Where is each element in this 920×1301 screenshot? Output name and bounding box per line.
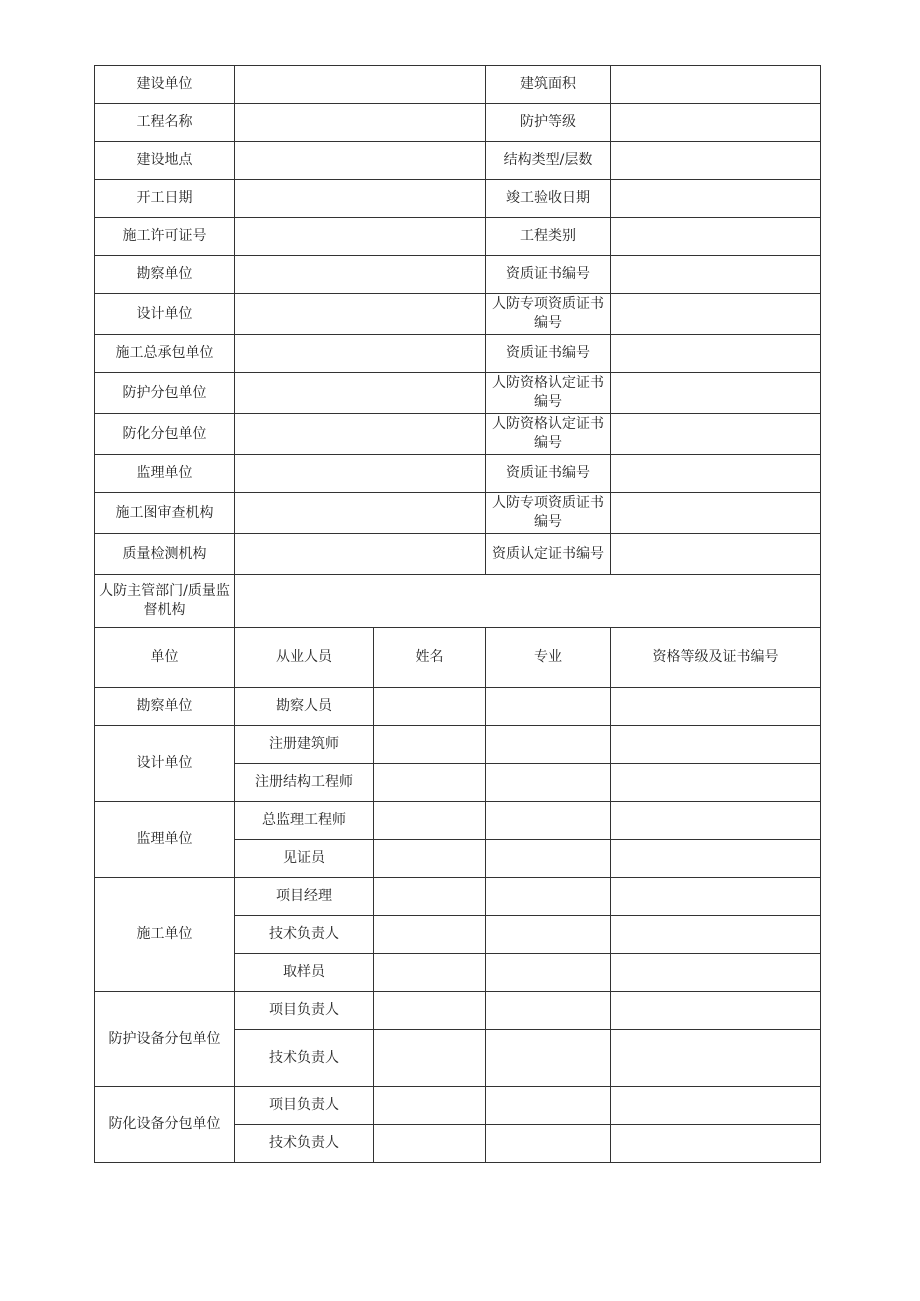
label-chemical-cert-number: 人防资格认定证书编号 bbox=[486, 414, 611, 455]
personnel-unit: 监理单位 bbox=[95, 802, 235, 878]
value-general-contractor[interactable] bbox=[235, 335, 486, 373]
label-protection-subcontractor: 防护分包单位 bbox=[95, 373, 235, 414]
value-chemical-cert-number[interactable] bbox=[611, 414, 821, 455]
value-review-cert-number[interactable] bbox=[611, 493, 821, 534]
label-structure-type: 结构类型/层数 bbox=[486, 142, 611, 180]
info-row bbox=[95, 373, 821, 414]
value-contractor-cert-number[interactable] bbox=[611, 335, 821, 373]
cert-cell[interactable] bbox=[611, 992, 821, 1030]
cert-cell[interactable] bbox=[611, 1125, 821, 1163]
label-construction-unit: 建设单位 bbox=[95, 66, 235, 104]
name-cell[interactable] bbox=[374, 992, 486, 1030]
value-protection-subcontractor[interactable] bbox=[235, 373, 486, 414]
value-protection-cert-number[interactable] bbox=[611, 373, 821, 414]
cert-cell[interactable] bbox=[611, 1030, 821, 1087]
label-contractor-cert-number: 资质证书编号 bbox=[486, 335, 611, 373]
value-supervision-unit[interactable] bbox=[235, 455, 486, 493]
name-cell[interactable] bbox=[374, 726, 486, 764]
label-acceptance-date: 竣工验收日期 bbox=[486, 180, 611, 218]
personnel-role: 技术负责人 bbox=[235, 1030, 374, 1087]
value-project-name[interactable] bbox=[235, 104, 486, 142]
personnel-role: 技术负责人 bbox=[235, 1125, 374, 1163]
personnel-role: 项目负责人 bbox=[235, 992, 374, 1030]
label-drawing-review-agency: 施工图审查机构 bbox=[95, 493, 235, 534]
value-survey-unit[interactable] bbox=[235, 256, 486, 294]
major-cell[interactable] bbox=[486, 1030, 611, 1087]
label-survey-unit: 勘察单位 bbox=[95, 256, 235, 294]
major-cell[interactable] bbox=[486, 802, 611, 840]
name-cell[interactable] bbox=[374, 954, 486, 992]
cert-cell[interactable] bbox=[611, 764, 821, 802]
value-supervision-authority[interactable] bbox=[235, 575, 821, 628]
label-supervision-cert-number: 资质证书编号 bbox=[486, 455, 611, 493]
name-cell[interactable] bbox=[374, 1030, 486, 1087]
info-row bbox=[95, 104, 821, 142]
header-cert: 资格等级及证书编号 bbox=[611, 628, 821, 688]
cert-cell[interactable] bbox=[611, 840, 821, 878]
major-cell[interactable] bbox=[486, 916, 611, 954]
name-cell[interactable] bbox=[374, 802, 486, 840]
cert-cell[interactable] bbox=[611, 916, 821, 954]
cert-cell[interactable] bbox=[611, 688, 821, 726]
info-row bbox=[95, 455, 821, 493]
cert-cell[interactable] bbox=[611, 878, 821, 916]
personnel-role: 注册建筑师 bbox=[235, 726, 374, 764]
name-cell[interactable] bbox=[374, 916, 486, 954]
personnel-role: 总监理工程师 bbox=[235, 802, 374, 840]
major-cell[interactable] bbox=[486, 1087, 611, 1125]
value-supervision-cert-number[interactable] bbox=[611, 455, 821, 493]
name-cell[interactable] bbox=[374, 1125, 486, 1163]
value-protection-level[interactable] bbox=[611, 104, 821, 142]
info-row bbox=[95, 256, 821, 294]
label-protection-level: 防护等级 bbox=[486, 104, 611, 142]
personnel-unit: 防化设备分包单位 bbox=[95, 1087, 235, 1163]
personnel-row bbox=[95, 688, 821, 726]
info-row bbox=[95, 218, 821, 256]
label-construction-site: 建设地点 bbox=[95, 142, 235, 180]
name-cell[interactable] bbox=[374, 840, 486, 878]
label-project-category: 工程类别 bbox=[486, 218, 611, 256]
cert-cell[interactable] bbox=[611, 802, 821, 840]
major-cell[interactable] bbox=[486, 726, 611, 764]
name-cell[interactable] bbox=[374, 764, 486, 802]
value-construction-site[interactable] bbox=[235, 142, 486, 180]
info-row bbox=[95, 493, 821, 534]
personnel-role: 勘察人员 bbox=[235, 688, 374, 726]
personnel-row bbox=[95, 878, 821, 916]
label-survey-cert-number: 资质证书编号 bbox=[486, 256, 611, 294]
project-info-form bbox=[94, 65, 821, 1163]
label-testing-agency: 质量检测机构 bbox=[95, 534, 235, 575]
major-cell[interactable] bbox=[486, 1125, 611, 1163]
personnel-row bbox=[95, 802, 821, 840]
value-construction-unit[interactable] bbox=[235, 66, 486, 104]
value-chemical-subcontractor[interactable] bbox=[235, 414, 486, 455]
personnel-unit: 施工单位 bbox=[95, 878, 235, 992]
header-name: 姓名 bbox=[374, 628, 486, 688]
header-major: 专业 bbox=[486, 628, 611, 688]
personnel-role: 项目经理 bbox=[235, 878, 374, 916]
label-review-cert-number: 人防专项资质证书编号 bbox=[486, 493, 611, 534]
name-cell[interactable] bbox=[374, 1087, 486, 1125]
label-protection-cert-number: 人防资格认定证书编号 bbox=[486, 373, 611, 414]
name-cell[interactable] bbox=[374, 878, 486, 916]
info-row bbox=[95, 142, 821, 180]
major-cell[interactable] bbox=[486, 878, 611, 916]
info-row bbox=[95, 294, 821, 335]
value-structure-type[interactable] bbox=[611, 142, 821, 180]
info-row bbox=[95, 534, 821, 575]
major-cell[interactable] bbox=[486, 688, 611, 726]
personnel-role: 取样员 bbox=[235, 954, 374, 992]
personnel-row bbox=[95, 1087, 821, 1125]
cert-cell[interactable] bbox=[611, 726, 821, 764]
value-permit-number[interactable] bbox=[235, 218, 486, 256]
value-project-category[interactable] bbox=[611, 218, 821, 256]
personnel-role: 项目负责人 bbox=[235, 1087, 374, 1125]
value-acceptance-date[interactable] bbox=[611, 180, 821, 218]
info-row bbox=[95, 335, 821, 373]
info-row bbox=[95, 180, 821, 218]
value-design-cert-number[interactable] bbox=[611, 294, 821, 335]
major-cell[interactable] bbox=[486, 840, 611, 878]
cert-cell[interactable] bbox=[611, 1087, 821, 1125]
label-project-name: 工程名称 bbox=[95, 104, 235, 142]
value-drawing-review-agency[interactable] bbox=[235, 493, 486, 534]
label-design-cert-number: 人防专项资质证书编号 bbox=[486, 294, 611, 335]
label-general-contractor: 施工总承包单位 bbox=[95, 335, 235, 373]
personnel-unit: 设计单位 bbox=[95, 726, 235, 802]
value-design-unit[interactable] bbox=[235, 294, 486, 335]
major-cell[interactable] bbox=[486, 992, 611, 1030]
label-supervision-authority: 人防主管部门/质量监督机构 bbox=[95, 575, 235, 628]
value-building-area[interactable] bbox=[611, 66, 821, 104]
label-supervision-unit: 监理单位 bbox=[95, 455, 235, 493]
label-permit-number: 施工许可证号 bbox=[95, 218, 235, 256]
personnel-role: 技术负责人 bbox=[235, 916, 374, 954]
value-testing-cert-number[interactable] bbox=[611, 534, 821, 575]
value-survey-cert-number[interactable] bbox=[611, 256, 821, 294]
label-building-area: 建筑面积 bbox=[486, 66, 611, 104]
header-unit: 单位 bbox=[95, 628, 235, 688]
name-cell[interactable] bbox=[374, 688, 486, 726]
label-chemical-subcontractor: 防化分包单位 bbox=[95, 414, 235, 455]
personnel-header-row bbox=[95, 628, 821, 688]
header-role: 从业人员 bbox=[235, 628, 374, 688]
value-testing-agency[interactable] bbox=[235, 534, 486, 575]
personnel-unit: 防护设备分包单位 bbox=[95, 992, 235, 1087]
info-row bbox=[95, 414, 821, 455]
info-row bbox=[95, 66, 821, 104]
label-design-unit: 设计单位 bbox=[95, 294, 235, 335]
personnel-row bbox=[95, 992, 821, 1030]
personnel-role: 注册结构工程师 bbox=[235, 764, 374, 802]
cert-cell[interactable] bbox=[611, 954, 821, 992]
personnel-role: 见证员 bbox=[235, 840, 374, 878]
label-testing-cert-number: 资质认定证书编号 bbox=[486, 534, 611, 575]
label-start-date: 开工日期 bbox=[95, 180, 235, 218]
personnel-unit: 勘察单位 bbox=[95, 688, 235, 726]
value-start-date[interactable] bbox=[235, 180, 486, 218]
major-cell[interactable] bbox=[486, 764, 611, 802]
major-cell[interactable] bbox=[486, 954, 611, 992]
supervision-row bbox=[95, 575, 821, 628]
personnel-row bbox=[95, 726, 821, 764]
